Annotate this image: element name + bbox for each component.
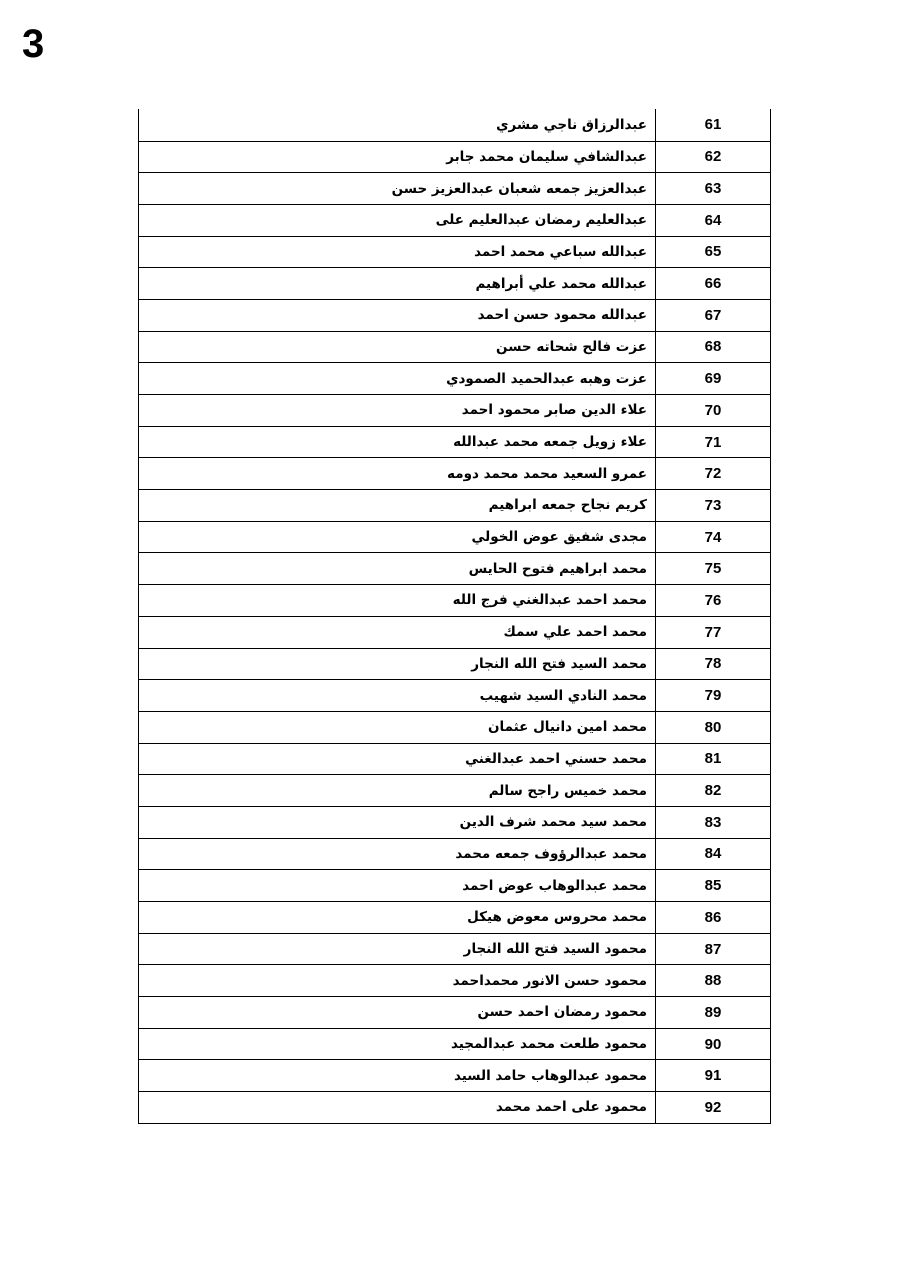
row-number-cell: 82 — [656, 775, 771, 807]
table-body — [139, 109, 771, 1123]
table-row — [139, 870, 771, 902]
row-number-cell: 89 — [656, 997, 771, 1029]
row-number-cell: 87 — [656, 933, 771, 965]
row-number-cell: 68 — [656, 331, 771, 363]
row-name-cell: محمد خميس راجح سالم — [139, 775, 656, 807]
table-row — [139, 775, 771, 807]
row-name-cell: محمد حسني احمد عبدالغني — [139, 743, 656, 775]
table-row — [139, 1092, 771, 1124]
row-number-cell: 88 — [656, 965, 771, 997]
table-row — [139, 1028, 771, 1060]
table-row — [139, 806, 771, 838]
row-name-cell: عبدالله سباعي محمد احمد — [139, 236, 656, 268]
row-number-cell: 61 — [656, 109, 771, 141]
row-number-cell: 86 — [656, 902, 771, 934]
row-number-cell: 63 — [656, 173, 771, 205]
row-number-cell: 64 — [656, 204, 771, 236]
row-number-cell: 74 — [656, 521, 771, 553]
row-name-cell: محمود على احمد محمد — [139, 1092, 656, 1124]
row-number-cell: 75 — [656, 553, 771, 585]
row-name-cell: محمد السيد فتح الله النجار — [139, 648, 656, 680]
table-row — [139, 711, 771, 743]
row-name-cell: محمد امين دانيال عثمان — [139, 711, 656, 743]
row-number-cell: 90 — [656, 1028, 771, 1060]
table-row — [139, 933, 771, 965]
table-row — [139, 521, 771, 553]
row-name-cell: عبدالعليم رمضان عبدالعليم على — [139, 204, 656, 236]
row-number-cell: 72 — [656, 458, 771, 490]
row-number-cell: 67 — [656, 299, 771, 331]
row-number-cell: 84 — [656, 838, 771, 870]
row-name-cell: محمد محروس معوض هيكل — [139, 902, 656, 934]
table-row — [139, 109, 771, 141]
table-row — [139, 236, 771, 268]
names-table — [138, 109, 771, 1124]
page-number: 3 — [22, 22, 45, 66]
row-number-cell: 70 — [656, 395, 771, 427]
row-number-cell: 78 — [656, 648, 771, 680]
table-row — [139, 585, 771, 617]
row-number-cell: 92 — [656, 1092, 771, 1124]
row-name-cell: محمد عبدالوهاب عوض احمد — [139, 870, 656, 902]
table-row — [139, 141, 771, 173]
row-number-cell: 80 — [656, 711, 771, 743]
table-row — [139, 363, 771, 395]
row-number-cell: 65 — [656, 236, 771, 268]
table-row — [139, 1060, 771, 1092]
table-row — [139, 331, 771, 363]
row-number-cell: 69 — [656, 363, 771, 395]
row-number-cell: 79 — [656, 680, 771, 712]
row-name-cell: عزت فالح شحاته حسن — [139, 331, 656, 363]
row-number-cell: 73 — [656, 490, 771, 522]
row-name-cell: مجدى شفيق عوض الخولي — [139, 521, 656, 553]
row-name-cell: محمود رمضان احمد حسن — [139, 997, 656, 1029]
row-name-cell: عمرو السعيد محمد محمد دومه — [139, 458, 656, 490]
row-name-cell: محمود حسن الانور محمداحمد — [139, 965, 656, 997]
table-row — [139, 648, 771, 680]
row-name-cell: عزت وهبه عبدالحميد الصمودي — [139, 363, 656, 395]
row-name-cell: محمود عبدالوهاب حامد السيد — [139, 1060, 656, 1092]
table-row — [139, 395, 771, 427]
table-row — [139, 204, 771, 236]
row-number-cell: 66 — [656, 268, 771, 300]
row-name-cell: عبدالرزاق ناجي مشري — [139, 109, 656, 141]
row-number-cell: 91 — [656, 1060, 771, 1092]
row-name-cell: علاء الدين صابر محمود احمد — [139, 395, 656, 427]
row-name-cell: عبدالشافي سليمان محمد جابر — [139, 141, 656, 173]
row-number-cell: 76 — [656, 585, 771, 617]
table-row — [139, 173, 771, 205]
table-row — [139, 426, 771, 458]
row-number-cell: 83 — [656, 806, 771, 838]
table-row — [139, 965, 771, 997]
row-name-cell: علاء زويل جمعه محمد عبدالله — [139, 426, 656, 458]
row-name-cell: محمد النادي السيد شهيب — [139, 680, 656, 712]
table-row — [139, 268, 771, 300]
table-row — [139, 553, 771, 585]
table-row — [139, 616, 771, 648]
table-row — [139, 997, 771, 1029]
table-row — [139, 743, 771, 775]
row-name-cell: محمد سيد محمد شرف الدين — [139, 806, 656, 838]
table-row — [139, 902, 771, 934]
row-number-cell: 77 — [656, 616, 771, 648]
table-row — [139, 838, 771, 870]
row-name-cell: محمد ابراهيم فتوح الحايس — [139, 553, 656, 585]
row-number-cell: 81 — [656, 743, 771, 775]
row-number-cell: 62 — [656, 141, 771, 173]
row-name-cell: عبدالله محمود حسن احمد — [139, 299, 656, 331]
row-number-cell: 85 — [656, 870, 771, 902]
table-row — [139, 458, 771, 490]
row-number-cell: 71 — [656, 426, 771, 458]
table-row — [139, 299, 771, 331]
row-name-cell: كريم نجاح جمعه ابراهيم — [139, 490, 656, 522]
row-name-cell: عبدالعزيز جمعه شعبان عبدالعزيز حسن — [139, 173, 656, 205]
table-row — [139, 680, 771, 712]
row-name-cell: محمود طلعت محمد عبدالمجيد — [139, 1028, 656, 1060]
row-name-cell: محمود السيد فتح الله النجار — [139, 933, 656, 965]
row-name-cell: محمد عبدالرؤوف جمعه محمد — [139, 838, 656, 870]
table-row — [139, 490, 771, 522]
row-name-cell: محمد احمد علي سمك — [139, 616, 656, 648]
row-name-cell: عبدالله محمد علي أبراهيم — [139, 268, 656, 300]
row-name-cell: محمد احمد عبدالغني فرج الله — [139, 585, 656, 617]
